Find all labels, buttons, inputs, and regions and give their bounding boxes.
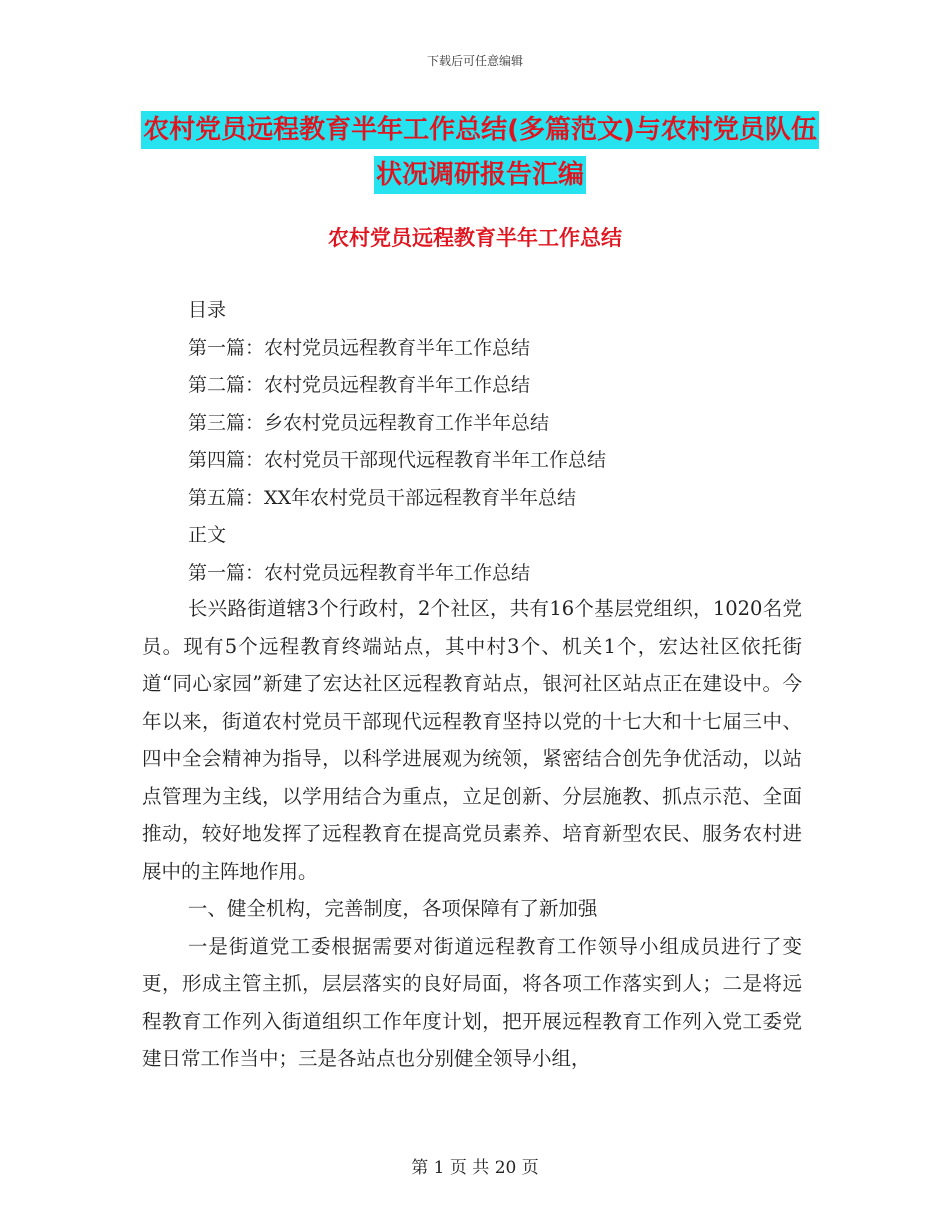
toc-item: 第三篇：乡农村党员远程教育工作半年总结 — [188, 411, 550, 434]
subsection-heading: 一、健全机构，完善制度，各项保障有了新加强 — [187, 897, 598, 920]
toc-item: 第四篇：农村党员干部现代远程教育半年工作总结 — [188, 449, 607, 471]
document-title-text: 农村党员远程教育半年工作总结(多篇范文)与农村党员队伍状况调研报告汇编 — [141, 111, 819, 194]
header-note: 下载后可任意编辑 — [426, 54, 523, 68]
page-number: 第 1 页 共 20 页 — [411, 1158, 539, 1178]
toc-item: 第五篇：XX年农村党员干部远程教育半年总结 — [188, 486, 577, 509]
table-of-contents — [188, 292, 606, 592]
paragraph: 长兴路街道辖3个行政村，2个社区，共有16个基层党组织，1020名党员。现有5个远程教育终端站点，其中村3个、机关1个，宏达社区依托街道“同心家园”新建了宏达社区远程教育站点，银河社区站点正在建设中。今年以来，街道农村党员干部现代远程教育坚持以党的十七大和十七届三中、四中全会精神为指导，以科学进展观为统领，紧密结合创先争优活动，以站点管理为主线，以学用结合为重点，立足创新、分层施教、抓点示范、全面推动，较好地发挥了远程教育在提高党员素养、培育新型农民、服务农村进展中的主阵地作用。 — [142, 597, 802, 883]
chapter-heading: 第一篇：农村党员远程教育半年工作总结 — [188, 561, 531, 584]
paragraph: 一是街道党工委根据需要对街道远程教育工作领导小组成员进行了变更，形成主管主抓，层层落实的良好局面，将各项工作落实到人；二是将远程教育工作列入街道组织工作年度计划，把开展远程教育工作列入党工委党建日常工作当中；三是各站点也分别健全领导小组， — [142, 934, 802, 1070]
document-title — [140, 108, 820, 198]
toc-item: 第一篇：农村党员远程教育半年工作总结 — [188, 336, 531, 359]
section-title: 农村党员远程教育半年工作总结 — [328, 226, 622, 250]
body-text — [142, 590, 802, 1078]
toc-heading: 目录 — [188, 299, 227, 321]
body-heading: 正文 — [188, 524, 227, 546]
toc-item: 第二篇：农村党员远程教育半年工作总结 — [188, 374, 531, 396]
